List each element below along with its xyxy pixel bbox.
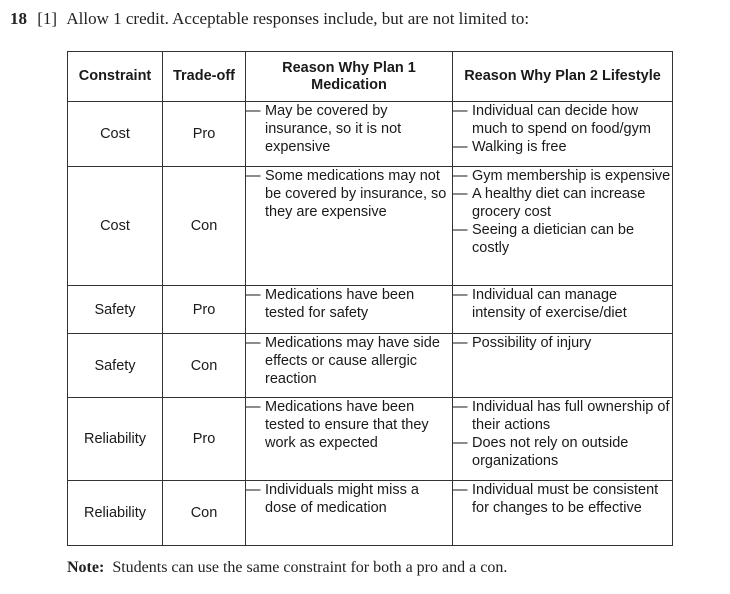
plan1-cell — [246, 481, 453, 546]
plan1-cell — [246, 167, 453, 286]
tradeoff-cell: Pro — [163, 398, 246, 481]
tradeoff-cell: Con — [163, 481, 246, 546]
tradeoff-cell: Pro — [163, 286, 246, 334]
tradeoff-cell: Pro — [163, 102, 246, 167]
plan1-reason: — Some medications may not be covered by insurance, so they are expensive — [246, 167, 452, 221]
plan1-reason: — Individuals might miss a dose of medication — [246, 481, 452, 517]
table-row — [68, 398, 673, 481]
plan2-cell — [453, 167, 673, 286]
table-header-row — [68, 52, 673, 102]
plan2-reason: — A healthy diet can increase grocery cost — [453, 185, 672, 221]
tradeoff-cell: Con — [163, 334, 246, 398]
footnote — [67, 559, 507, 577]
plan2-reason: — Seeing a dietician can be costly — [453, 221, 672, 257]
rubric-table — [67, 51, 673, 546]
table-row — [68, 286, 673, 334]
table-row — [68, 102, 673, 167]
constraint-cell: Cost — [68, 102, 163, 167]
plan1-reason: — May be covered by insurance, so it is not expensive — [246, 102, 452, 156]
note-text: Students can use the same constraint for both a pro and a con. — [112, 559, 508, 576]
header-tradeoff: Trade-off — [163, 52, 246, 102]
constraint-cell: Safety — [68, 286, 163, 334]
plan1-reason: — Medications have been tested to ensure that they work as expected — [246, 398, 452, 452]
question-header — [10, 9, 529, 29]
plan2-cell — [453, 481, 673, 546]
constraint-cell: Cost — [68, 167, 163, 286]
table-row — [68, 481, 673, 546]
plan2-reason: — Individual must be consistent for changes to be effective — [453, 481, 672, 517]
constraint-cell: Safety — [68, 334, 163, 398]
table-row — [68, 334, 673, 398]
plan2-reason: — Gym membership is expensive — [453, 167, 672, 185]
plan2-reason: — Possibility of injury — [453, 334, 672, 352]
constraint-cell: Reliability — [68, 398, 163, 481]
plan1-reason: — Medications may have side effects or cause allergic reaction — [246, 334, 452, 388]
plan2-cell — [453, 398, 673, 481]
constraint-cell: Reliability — [68, 481, 163, 546]
plan1-cell — [246, 334, 453, 398]
header-plan2: Reason Why Plan 2 Lifestyle — [453, 52, 673, 102]
note-label: Note: — [67, 559, 105, 576]
plan2-cell — [453, 334, 673, 398]
credit-tag: [1] — [37, 9, 58, 28]
table-row — [68, 167, 673, 286]
scoring-instruction: Allow 1 credit. Acceptable responses include, but are not limited to: — [66, 9, 530, 28]
plan2-reason: — Walking is free — [453, 138, 672, 156]
plan2-reason: — Individual can decide how much to spend on food/gym — [453, 102, 672, 138]
tradeoff-cell: Con — [163, 167, 246, 286]
plan2-reason: — Individual has full ownership of their actions — [453, 398, 672, 434]
plan1-reason: — Medications have been tested for safety — [246, 286, 452, 322]
plan1-cell — [246, 398, 453, 481]
plan1-cell — [246, 102, 453, 167]
plan2-reason: — Does not rely on outside organizations — [453, 434, 672, 470]
header-plan1: Reason Why Plan 1 Medication — [246, 52, 453, 102]
plan2-cell — [453, 286, 673, 334]
question-number: 18 — [10, 9, 27, 28]
plan2-cell — [453, 102, 673, 167]
plan1-cell — [246, 286, 453, 334]
header-constraint: Constraint — [68, 52, 163, 102]
plan2-reason: — Individual can manage intensity of exercise/diet — [453, 286, 672, 322]
